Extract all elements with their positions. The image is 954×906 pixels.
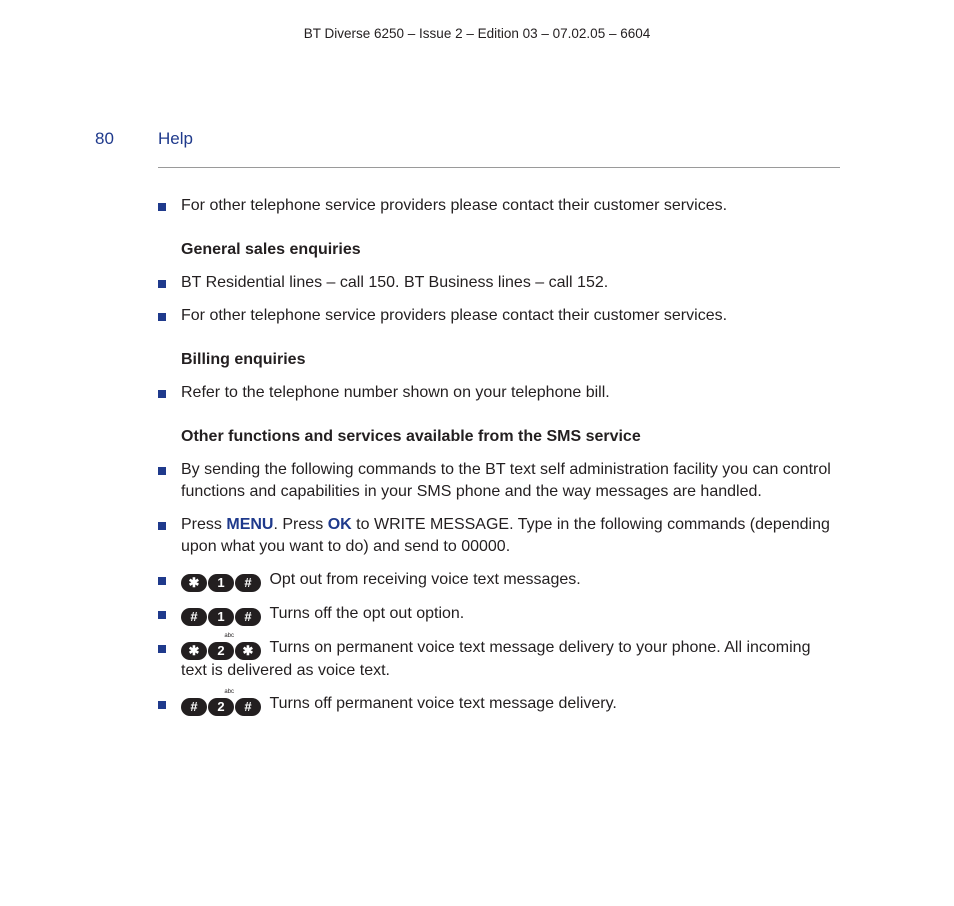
bullet-square-icon: [158, 645, 166, 653]
list-item: [158, 459, 840, 503]
section-title: Help: [158, 129, 193, 148]
one-key-icon: 1: [208, 608, 234, 626]
bullet-square-icon: [158, 313, 166, 321]
menu-key-label: MENU: [226, 516, 274, 533]
star-key-icon: ✱: [181, 642, 207, 660]
hash-key-icon: #: [235, 608, 261, 626]
list-item: [158, 272, 840, 294]
bullet-square-icon: [158, 467, 166, 475]
press-text-3: to WRITE MESSAGE. Type in the following commands (depending upon what you want to do) and send to 00000.: [181, 516, 830, 555]
hash-key-icon: #: [181, 608, 207, 626]
hash-key-icon: #: [235, 574, 261, 592]
bullet-square-icon: [158, 390, 166, 398]
key-letters: abc: [224, 633, 234, 639]
two-key-icon: [208, 689, 234, 716]
list-item: [158, 514, 840, 558]
list-item: [158, 305, 840, 327]
sales-heading: General sales enquiries: [181, 241, 361, 258]
command-item: [158, 689, 840, 716]
press-text-1: Press: [181, 516, 222, 533]
header-rule: [158, 167, 840, 168]
two-key-icon: [208, 633, 234, 660]
bullet-text: By sending the following commands to the BT text self administration facility you can control functions and capabilities in your SMS phone and the way messages are handled.: [181, 461, 831, 500]
command-description: Opt out from receiving voice text messages.: [269, 571, 581, 588]
command-item: [158, 633, 840, 682]
star-key-icon: ✱: [235, 642, 261, 660]
command-item: [158, 603, 840, 626]
bullet-square-icon: [158, 611, 166, 619]
command-description: Turns on permanent voice text message delivery to your phone. All incoming text is delivered as voice text.: [181, 639, 811, 679]
bullet-text: BT Residential lines – call 150. BT Business lines – call 152.: [181, 274, 609, 291]
bullet-square-icon: [158, 577, 166, 585]
hash-key-icon: #: [181, 698, 207, 716]
star-key-icon: ✱: [181, 574, 207, 592]
command-description: Turns off permanent voice text message delivery.: [269, 695, 617, 712]
sms-heading: Other functions and services available from the SMS service: [181, 428, 641, 445]
hash-key-icon: #: [235, 698, 261, 716]
billing-heading: Billing enquiries: [181, 351, 306, 368]
bullet-square-icon: [158, 522, 166, 530]
two-key-digit: 2: [217, 699, 225, 714]
page-number: 80: [95, 129, 114, 148]
ok-key-label: OK: [327, 516, 352, 533]
list-item: [158, 195, 840, 217]
one-key-icon: 1: [208, 574, 234, 592]
command-description: Turns off the opt out option.: [269, 605, 465, 622]
key-letters: abc: [224, 689, 234, 695]
press-text-2: . Press: [273, 516, 324, 533]
bullet-square-icon: [158, 280, 166, 288]
two-key-digit: 2: [217, 643, 225, 658]
list-item: [158, 382, 840, 404]
command-item: [158, 569, 840, 592]
document-header: BT Diverse 6250 – Issue 2 – Edition 03 – 07.02.05 – 6604: [303, 26, 651, 41]
bullet-text: For other telephone service providers please contact their customer services.: [181, 197, 728, 214]
bullet-text: For other telephone service providers please contact their customer services.: [181, 307, 728, 324]
bullet-text: Refer to the telephone number shown on your telephone bill.: [181, 384, 610, 401]
bullet-square-icon: [158, 203, 166, 211]
bullet-square-icon: [158, 701, 166, 709]
page-content: [158, 195, 840, 727]
